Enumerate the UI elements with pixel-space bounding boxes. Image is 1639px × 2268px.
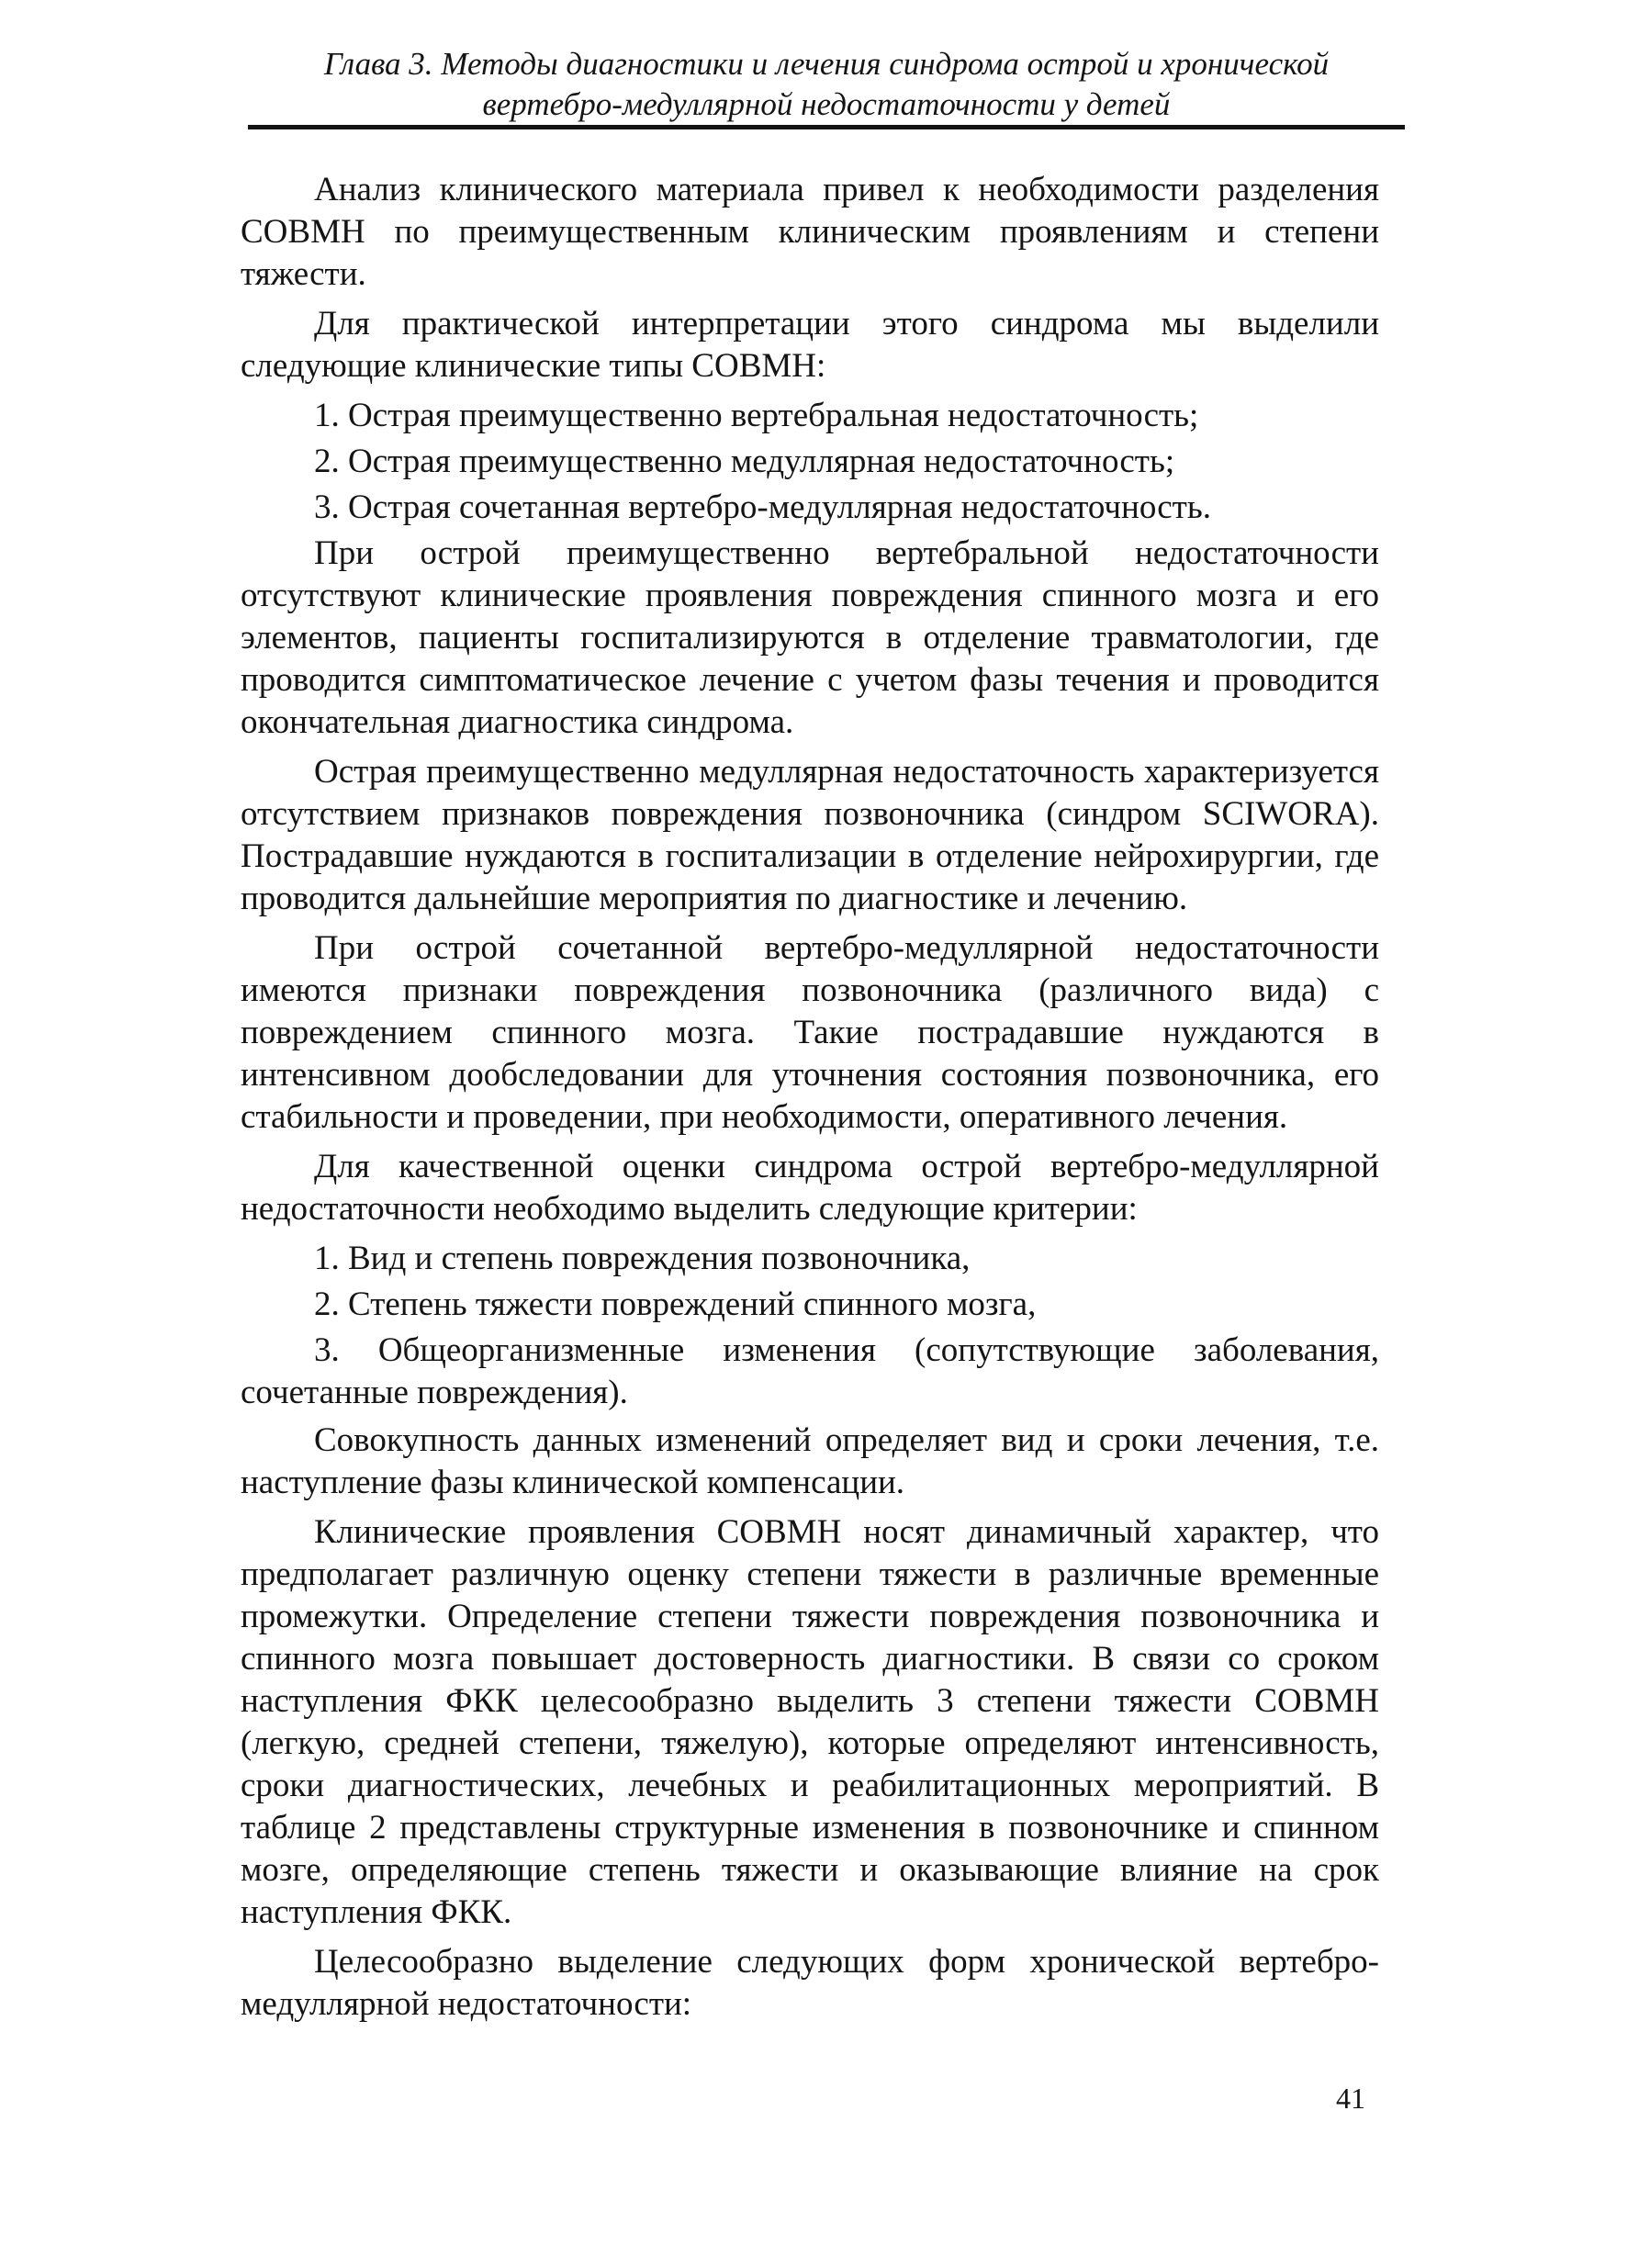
paragraph: Совокупность данных изменений определяет вид и сроки лечения, т.е. наступление фазы клинической компенсации. — [241, 1421, 1379, 1501]
list-item-criterion: 2. Степень тяжести повреждений спинного мозга, — [314, 1286, 1037, 1323]
paragraph: Для качественной оценки синдрома острой вертебро-медуллярной недостаточности необходимо выделить следующие критерии: — [241, 1148, 1379, 1228]
page-body — [241, 169, 1379, 2033]
list-item-type: 2. Острая преимущественно медуллярная недостаточность; — [314, 443, 1175, 480]
paragraph: Острая преимущественно медуллярная недостаточность характеризуется отсутствием признаков повреждения позвоночника (синдром SCIWORA). Пострадавшие нуждаются в госпитализации в отделение нейрохирургии, где проводится дальнейшие мероприятия по диагностике и лечению. — [241, 753, 1379, 917]
list-item-type: 1. Острая преимущественно вертебральная недостаточность; — [314, 397, 1199, 434]
paragraph: Целесообразно выделение следующих форм хронической вертебро-медуллярной недостаточности: — [241, 1943, 1379, 2023]
paragraph: При острой преимущественно вертебральной недостаточности отсутствуют клинические проявления повреждения спинного мозга и его элементов, пациенты госпитализируются в отделение травматологии, где проводится симптоматическое лечение с учетом фазы течения и проводится окончательная диагностика синдрома. — [241, 534, 1379, 741]
list-item-criterion: 3. Общеорганизменные изменения (сопутствующие заболевания, сочетанные повреждения). — [241, 1331, 1379, 1411]
list-item-criterion: 1. Вид и степень повреждения позвоночника, — [314, 1240, 971, 1277]
page-number: 41 — [1336, 2082, 1365, 2115]
paragraph: При острой сочетанной вертебро-медуллярной недостаточности имеются признаки повреждения позвоночника (различного вида) с повреждением спинного мозга. Такие пострадавшие нуждаются в интенсивном дообследовании для уточнения состояния позвоночника, его стабильности и проведении, при необходимости, оперативного лечения. — [241, 929, 1379, 1136]
running-header — [248, 44, 1405, 125]
running-header-line-2: вертебро-медуллярной недостаточности у детей — [482, 86, 1171, 122]
paragraph: Клинические проявления СОВМН носят динамичный характер, что предполагает различную оценку степени тяжести в различные временные промежутки. Определение степени тяжести повреждения позвоночника и спинного мозга повышает достоверность диагностики. В связи со сроком наступления ФКК целесообразно выделить 3 степени тяжести СОВМН (легкую, средней степени, тяжелую), которые определяют интенсивность, сроки диагностических, лечебных и реабилитационных мероприятий. В таблице 2 представлены структурные изменения в позвоночнике и спинном мозге, определяющие степень тяжести и оказывающие влияние на срок наступления ФКК. — [241, 1513, 1379, 1931]
list-item-type: 3. Острая сочетанная вертебро-медуллярная недостаточность. — [314, 488, 1211, 526]
header-rule — [248, 125, 1405, 129]
running-header-line-1: Глава 3. Методы диагностики и лечения синдрома острой и хронической — [323, 46, 1330, 82]
paragraph: Анализ клинического материала привел к необходимости разделения СОВМН по преимущественным клиническим проявлениям и степени тяжести. — [241, 171, 1379, 293]
paragraph: Для практической интерпретации этого синдрома мы выделили следующие клинические типы СОВМН: — [241, 305, 1379, 385]
